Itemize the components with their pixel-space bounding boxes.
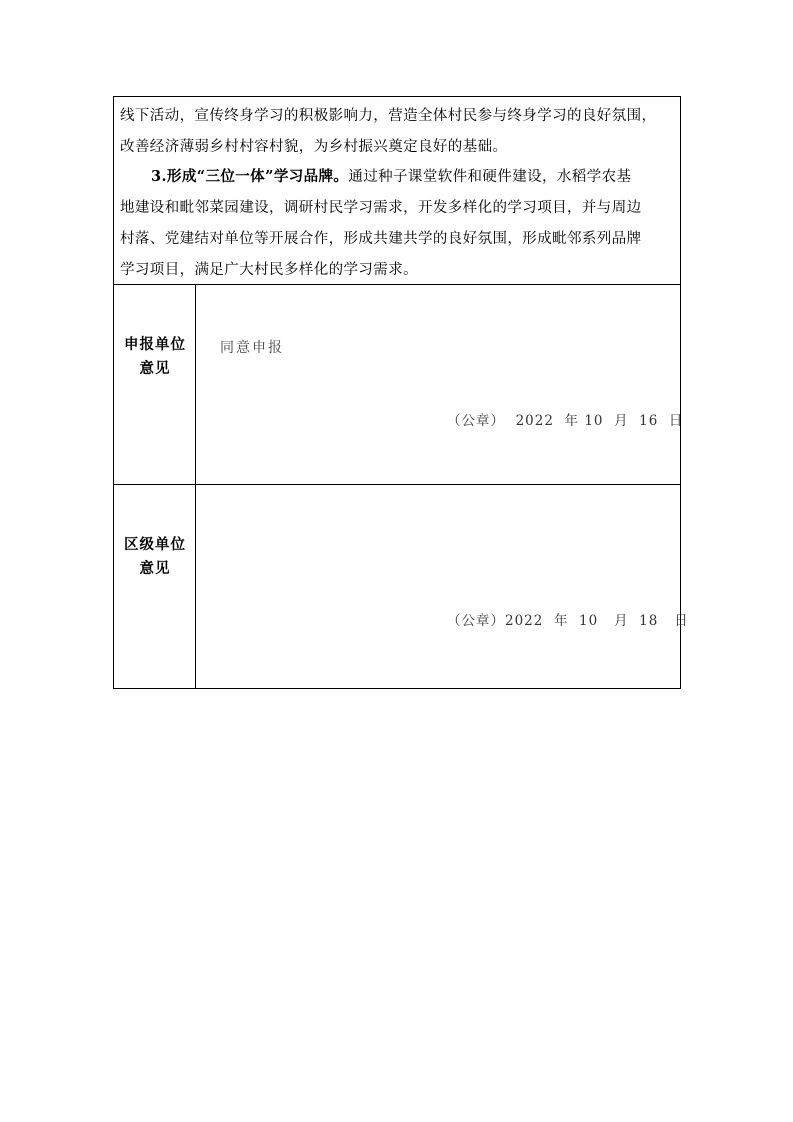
project-description-cell [114, 97, 680, 285]
district-label-line-1: 区级单位 [124, 536, 186, 553]
district-label-cell [114, 485, 196, 688]
district-label [114, 533, 196, 581]
description-line-5: 村落、党建结对单位等开展合作，形成共建共学的良好氛围，形成毗邻系列品牌 [120, 231, 642, 247]
description-line-3-rest: 通过种子课堂软件和硬件建设，水稻学农基 [348, 169, 632, 185]
district-label-line-2: 意见 [139, 560, 171, 577]
applicant-label-line-2: 意见 [139, 360, 171, 377]
applicant-label [114, 333, 196, 381]
brand-heading: 3.形成“三位一体”学习品牌。 [151, 168, 349, 185]
district-opinion-row [114, 485, 689, 688]
description-line-6: 学习项目，满足广大村民多样化的学习需求。 [120, 262, 418, 278]
applicant-opinion-row [114, 285, 684, 485]
description-line-2: 改善经济薄弱乡村村容村貌，为乡村振兴奠定良好的基础。 [120, 139, 508, 155]
district-seal-date: （公章）2022 年 10 月 18 日 [447, 613, 689, 629]
applicant-seal-date: （公章） 2022 年 10 月 16 日 [447, 413, 684, 429]
applicant-opinion-text: 同意申报 [220, 340, 284, 356]
description-line-4: 地建设和毗邻菜园建设，调研村民学习需求，开发多样化的学习项目，并与周边 [120, 200, 642, 216]
applicant-label-line-1: 申报单位 [124, 336, 186, 353]
applicant-label-cell [114, 285, 196, 484]
description-line-1: 线下活动，宣传终身学习的积极影响力，营造全体村民参与终身学习的良好氛围， [120, 108, 657, 124]
description-line-3 [151, 165, 631, 186]
application-form-table [113, 96, 689, 689]
